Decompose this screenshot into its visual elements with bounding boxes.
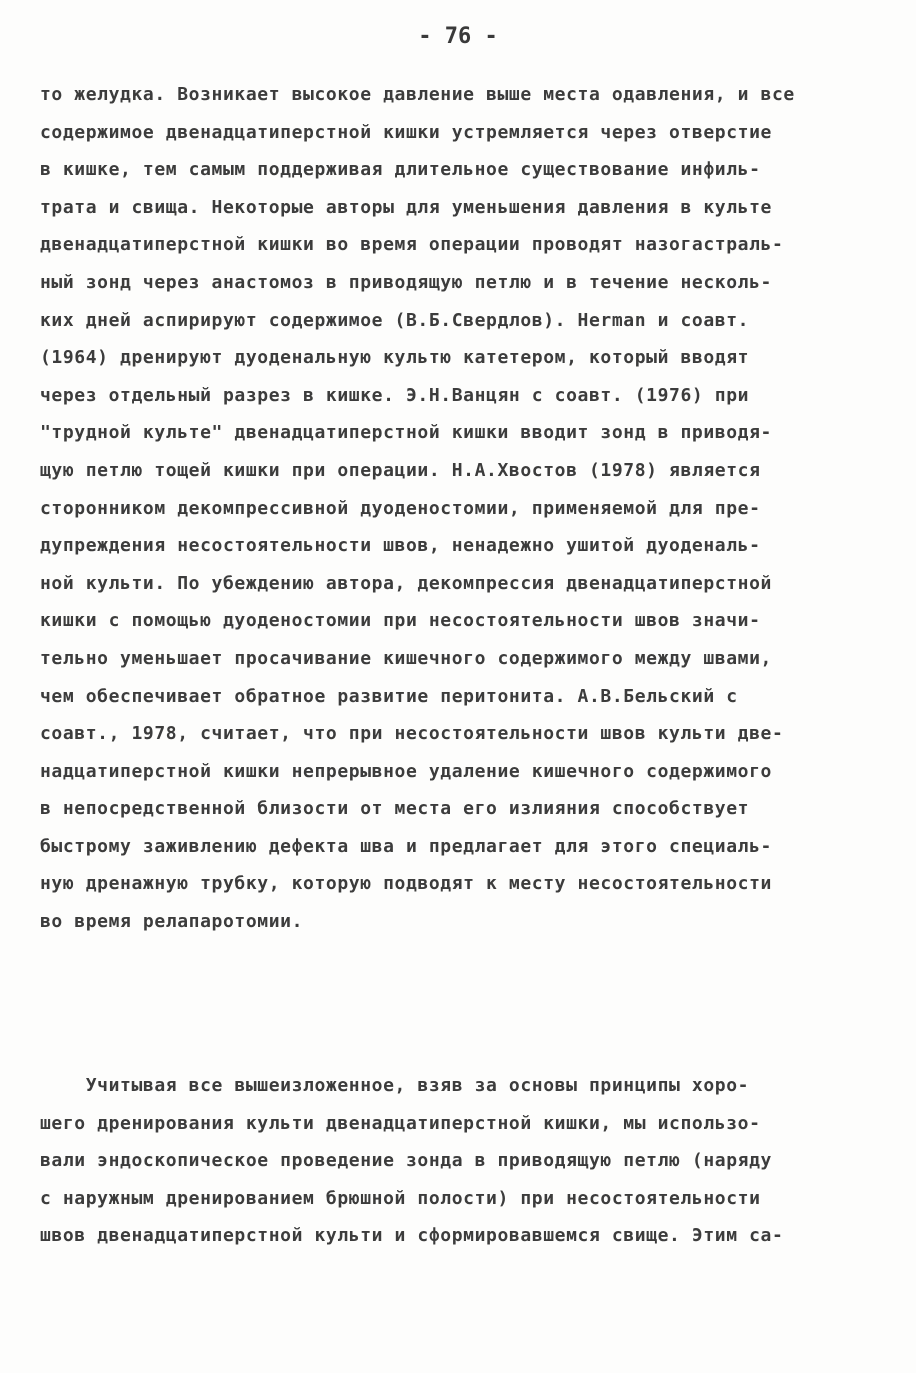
text-line: содержимое двенадцатиперстной кишки устремляется через отверстие xyxy=(40,121,772,143)
text-line: швов двенадцатиперстной культи и сформировавшемся свище. Этим са- xyxy=(40,1225,784,1247)
text-line: надцатиперстной кишки непрерывное удаление кишечного содержимого xyxy=(40,760,772,782)
text-line: двенадцатиперстной кишки во время операции проводят назогастраль- xyxy=(40,234,784,256)
text-line: вали эндоскопическое проведение зонда в приводящую петлю (наряду xyxy=(40,1150,772,1172)
text-line: ный зонд через анастомоз в приводящую петлю и в течение несколь- xyxy=(40,271,772,293)
text-line: тельно уменьшает просачивание кишечного содержимого между швами, xyxy=(40,647,772,669)
text-line: с наружным дренированием брюшной полости) при несостоятельности xyxy=(40,1187,761,1209)
text-line: ких дней аспирируют содержимое (В.Б.Свердлов). Herman и соавт. xyxy=(40,309,750,331)
text-line: трата и свища. Некоторые авторы для уменьшения давления в культе xyxy=(40,196,772,218)
page-number: - 76 - xyxy=(418,24,498,49)
text-line: в непосредственной близости от места его излияния способствует xyxy=(40,798,750,820)
text-line: дупреждения несостоятельности швов, ненадежно ушитой дуоденаль- xyxy=(40,535,761,557)
paragraph-2 xyxy=(40,1067,890,1255)
text-line: щую петлю тощей кишки при операции. Н.А.Хвостов (1978) является xyxy=(40,459,761,481)
text-line: через отдельный разрез в кишке. Э.Н.Ванцян с соавт. (1976) при xyxy=(40,384,750,406)
text-line: ную дренажную трубку, которую подводят к месту несостоятельности xyxy=(40,873,772,895)
text-line: шего дренирования культи двенадцатиперстной кишки, мы использо- xyxy=(40,1112,761,1134)
text-line: "трудной культе" двенадцатиперстной кишки вводит зонд в приводя- xyxy=(40,422,772,444)
text-line: быстрому заживлению дефекта шва и предлагает для этого специаль- xyxy=(40,835,772,857)
text-line: во время релапаротомии. xyxy=(40,911,304,933)
text-line: (1964) дренируют дуоденальную культю катетером, который вводят xyxy=(40,347,750,369)
paragraph-1 xyxy=(40,76,890,941)
text-line: сторонником декомпрессивной дуоденостомии, применяемой для пре- xyxy=(40,497,761,519)
text-line: чем обеспечивает обратное развитие перитонита. А.В.Бельский с xyxy=(40,685,738,707)
text-line: ной культи. По убеждению автора, декомпрессия двенадцатиперстной xyxy=(40,572,772,594)
text-line: кишки с помощью дуоденостомии при несостоятельности швов значи- xyxy=(40,610,761,632)
text-line: в кишке, тем самым поддерживая длительное существование инфиль- xyxy=(40,159,761,181)
text-line: соавт., 1978, считает, что при несостоятельности швов культи две- xyxy=(40,723,784,745)
text-line: Учитывая все вышеизложенное, взяв за основы принципы хоро- xyxy=(40,1075,750,1096)
text-line: то желудка. Возникает высокое давление выше места одавления, и все xyxy=(40,84,795,105)
